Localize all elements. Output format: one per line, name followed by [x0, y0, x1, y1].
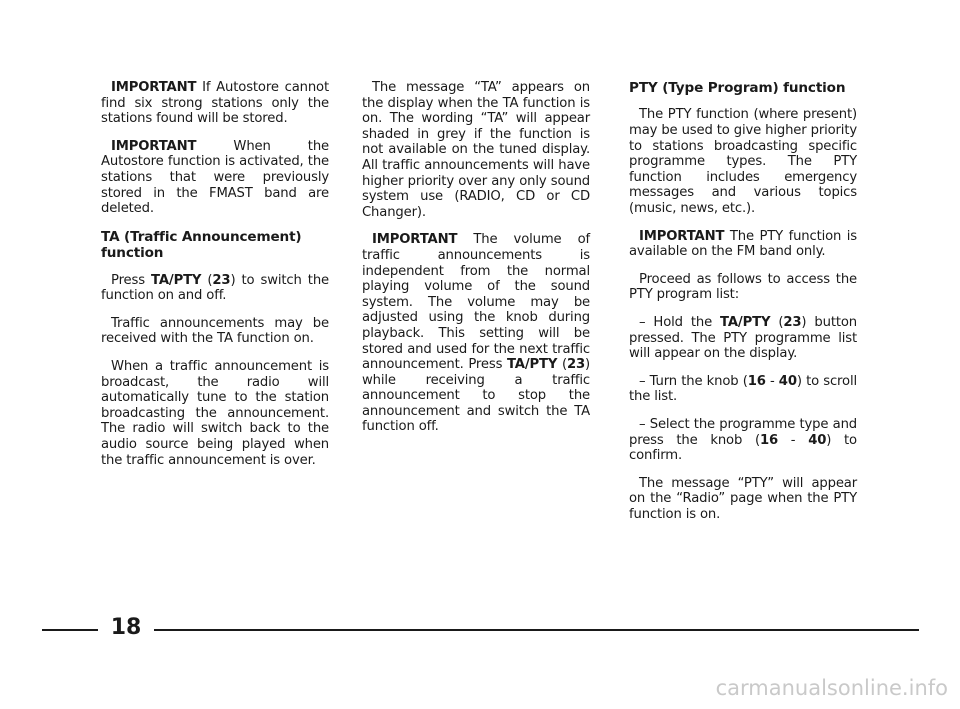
section-heading-ta: TA (Traffic Announcement) function	[101, 228, 302, 262]
important-note-volume: IMPORTANT The volume of traffic announcements is independent from the normal playing volume of the sound system. The volume may be adjusted using the knob during playback. This setting will be stored and used for the next traffic announcement. Press TA/PTY (23) while receiving a traffic announcement to stop the announcement and switch the TA function off.	[362, 232, 591, 435]
column-right	[629, 80, 857, 522]
pty-intro-paragraph: The PTY function (where present) may be used to give higher priority to stations broadcasting specific programme types. The PTY function includes emergency messages and various topics (music, news, etc.).	[629, 107, 857, 216]
watermark: carmanualsonline.info	[715, 676, 948, 700]
page-number: 18	[110, 615, 142, 640]
pty-step-turn: – Turn the knob (16 - 40) to scroll the list.	[629, 373, 857, 405]
column-left	[101, 80, 329, 468]
ta-receive-paragraph: Traffic announcements may be received with the TA function on.	[101, 315, 329, 347]
pty-message-paragraph: The message “PTY” will appear on the “Radio” page when the PTY function is on.	[629, 475, 857, 522]
footer-rule-left	[42, 629, 98, 631]
important-note-pty: IMPORTANT The PTY function is available on the FM band only.	[629, 228, 857, 260]
ta-press-paragraph: Press TA/PTY (23) to switch the function on and off.	[101, 272, 329, 304]
footer-rule-right	[154, 629, 919, 631]
pty-step-hold: – Hold the TA/PTY (23) button pressed. The PTY programme list will appear on the display.	[629, 314, 858, 362]
important-note-autostore: IMPORTANT If Autostore cannot find six strong stations only the stations found will be stored.	[101, 80, 329, 127]
ta-broadcast-paragraph: When a traffic announcement is broadcast, the radio will automatically tune to the station broadcasting the announcement. The radio will switch back to the audio source being played when the traffic announcement is over.	[101, 358, 329, 468]
pty-access-paragraph: Proceed as follows to access the PTY program list:	[629, 271, 857, 303]
column-middle	[362, 80, 590, 435]
ta-message-paragraph: The message “TA” appears on the display when the TA function is on. The wording “TA” will appear shaded in grey if the function is not available on the tuned display. All traffic announcements will have higher priority over any only sound system use (RADIO, CD or CD Changer).	[362, 80, 590, 220]
section-heading-pty: PTY (Type Program) function	[629, 80, 846, 96]
pty-step-select: – Select the programme type and press the knob (16 - 40) to confirm.	[629, 416, 857, 464]
important-note-fmast: IMPORTANT When the Autostore function is activated, the stations that were previously stored in the FMAST band are deleted.	[101, 138, 329, 217]
